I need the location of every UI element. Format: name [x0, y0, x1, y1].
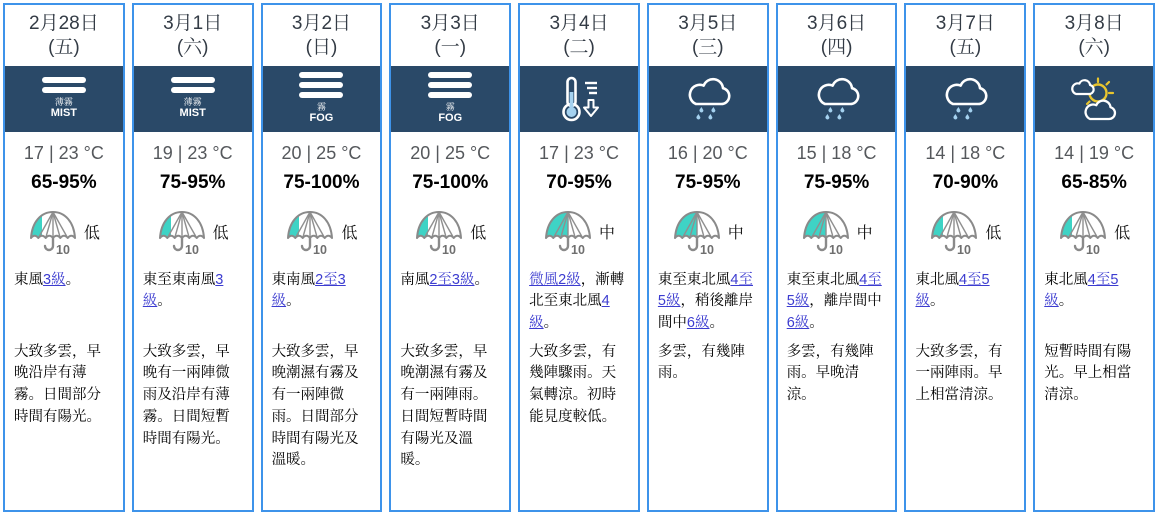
- date-label: 3月5日: [678, 13, 738, 34]
- weekday-label: (一): [434, 37, 467, 59]
- wind-speed-link[interactable]: 4至5級: [1044, 271, 1119, 310]
- psr-level-label: 低: [212, 225, 229, 243]
- weekday-label: (六): [176, 37, 209, 59]
- wind-text-segment: 。: [65, 271, 81, 288]
- icon-label-en: FOG: [309, 112, 334, 125]
- wind-text-segment: 東北風: [1044, 271, 1088, 288]
- humidity-range: 70-90%: [932, 171, 999, 193]
- humidity-range: 75-100%: [412, 171, 489, 193]
- wind-text-segment: ，離岸間中: [809, 293, 882, 310]
- icon-label-zh: 霧: [445, 101, 455, 112]
- temperature-range: 17 | 23 °C: [539, 142, 619, 163]
- date-label: 3月1日: [163, 13, 223, 34]
- temperature-range: 17 | 23 °C: [23, 142, 104, 163]
- date-header: [391, 5, 509, 66]
- wind-text-segment: 東至東北風: [657, 271, 731, 288]
- forecast-description: 大致多雲，早晚沿岸有薄霧。日間部分時間有陽光。: [14, 343, 101, 425]
- wind-text-segment: 。: [929, 293, 945, 310]
- date-header: [520, 5, 638, 66]
- wind-text-segment: 。: [157, 293, 172, 310]
- svg-text:10: 10: [571, 242, 585, 256]
- temperature-range: 19 | 23 °C: [152, 142, 233, 163]
- svg-text:10: 10: [957, 242, 972, 256]
- weather-icon-band: [263, 66, 381, 132]
- wind-text: [391, 262, 509, 342]
- wind-text-segment: 。: [543, 315, 559, 332]
- icon-label-en: MIST: [50, 107, 78, 120]
- weather-icon-band: [778, 66, 896, 132]
- psr-row: [134, 206, 252, 258]
- psr-row: [263, 206, 381, 258]
- wind-speed-link[interactable]: 3級: [43, 271, 66, 288]
- wind-text-segment: 東風: [14, 271, 43, 288]
- wind-text-segment: 。: [709, 315, 724, 332]
- umbrella-psr-icon: [543, 208, 593, 256]
- icon-label-en: MIST: [179, 107, 206, 120]
- umbrella-psr-icon: [28, 208, 78, 256]
- psr-level-label: 低: [1114, 225, 1131, 243]
- wind-text-segment: 。: [809, 315, 824, 332]
- wind-speed-link[interactable]: 2至3級: [271, 271, 346, 310]
- forecast-description: 大致多雲，有一兩陣雨。早上相當清涼。: [915, 343, 1003, 404]
- icon-label-zh: 薄霧: [54, 96, 73, 107]
- date-label: 2月28日: [29, 13, 99, 34]
- rain-cloud-icon: [939, 75, 991, 123]
- date-label: 3月2日: [291, 13, 352, 34]
- wind-speed-link[interactable]: 4至5級: [657, 271, 753, 310]
- forecast-card: [647, 3, 769, 512]
- rain-cloud-icon: [682, 75, 734, 123]
- psr-level-label: 低: [985, 225, 1002, 243]
- weather-icon-band: [134, 66, 252, 132]
- psr-row: [649, 206, 767, 258]
- date-label: 3月3日: [420, 13, 480, 34]
- mist-icon: [171, 77, 215, 121]
- humidity-range: 70-95%: [546, 171, 612, 193]
- date-header: [778, 5, 896, 66]
- temperature-drop-icon: [554, 74, 604, 124]
- wind-text-segment: 東至東南風: [142, 271, 216, 288]
- wind-text-segment: 東至東北風: [786, 271, 860, 288]
- forecast-description: 大致多雲，有幾陣驟雨。天氣轉涼。初時能見度較低。: [529, 343, 617, 425]
- svg-text:10: 10: [699, 242, 714, 256]
- icon-label-en: FOG: [438, 112, 463, 125]
- forecast-card: [132, 3, 254, 512]
- temperature-range: 20 | 25 °C: [281, 142, 362, 163]
- forecast-card: [1033, 3, 1155, 512]
- wind-text: [134, 262, 252, 342]
- date-header: [1035, 5, 1153, 66]
- umbrella-psr-icon: [285, 208, 335, 256]
- temperature-range: 14 | 18 °C: [925, 142, 1006, 163]
- wind-text: [263, 262, 381, 342]
- svg-text:10: 10: [313, 242, 328, 256]
- forecast-card: [389, 3, 511, 512]
- umbrella-psr-icon: [929, 208, 979, 256]
- temperature-range: 20 | 25 °C: [410, 142, 491, 163]
- umbrella-psr-icon: [157, 208, 207, 256]
- wind-text-segment: 。: [286, 293, 301, 310]
- svg-text:10: 10: [55, 242, 70, 256]
- wind-text-segment: ，漸轉北至東北風: [529, 271, 625, 310]
- weekday-label: (五): [949, 37, 982, 59]
- date-header: [263, 5, 381, 66]
- date-header: [649, 5, 767, 66]
- fog-icon: [299, 72, 343, 126]
- weather-icon-band: [1035, 66, 1153, 132]
- wind-speed-link[interactable]: 4級: [529, 293, 610, 332]
- svg-text:10: 10: [828, 242, 843, 256]
- wind-text-segment: 。: [1058, 293, 1074, 310]
- wind-speed-link[interactable]: 2至3級: [429, 271, 475, 288]
- forecast-card: [776, 3, 898, 512]
- mist-icon: [42, 77, 86, 121]
- psr-row: [391, 206, 509, 258]
- svg-text:10: 10: [1086, 242, 1101, 256]
- date-header: [5, 5, 123, 66]
- rain-cloud-icon: [811, 75, 863, 123]
- psr-level-label: 中: [599, 225, 616, 243]
- forecast-card: [518, 3, 640, 512]
- umbrella-psr-icon: [1058, 208, 1108, 256]
- psr-row: [778, 206, 896, 258]
- humidity-range: 75-95%: [159, 171, 226, 193]
- date-label: 3月8日: [1064, 13, 1124, 34]
- psr-level-label: 低: [83, 225, 100, 243]
- umbrella-psr-icon: [672, 208, 722, 256]
- wind-speed-link[interactable]: 4至5級: [786, 271, 882, 310]
- wind-text: [1035, 262, 1153, 342]
- weekday-label: (二): [563, 37, 595, 59]
- wind-text: [906, 262, 1024, 342]
- date-label: 3月6日: [807, 13, 867, 34]
- psr-row: [1035, 206, 1153, 258]
- psr-level-label: 中: [727, 225, 744, 243]
- weekday-label: (三): [691, 37, 724, 59]
- psr-row: [520, 206, 638, 258]
- wind-speed-link[interactable]: 6級: [786, 315, 810, 332]
- wind-speed-link[interactable]: 6級: [686, 315, 710, 332]
- wind-text-segment: ，稍後離岸間中: [657, 293, 753, 332]
- forecast-description: 大致多雲，早晚潮濕有霧及有一兩陣微雨。日間部分時間有陽光及溫暖。: [271, 343, 359, 469]
- psr-level-label: 低: [470, 225, 487, 243]
- wind-text: [649, 262, 767, 342]
- wind-text-segment: 東南風: [271, 271, 316, 288]
- forecast-description: 短暫時間有陽光。早上相當清涼。: [1044, 343, 1132, 404]
- wind-speed-link[interactable]: 微風2級: [529, 271, 581, 288]
- humidity-range: 75-95%: [675, 171, 741, 193]
- forecast-card: [904, 3, 1026, 512]
- wind-text-segment: 東北風: [915, 271, 959, 288]
- date-label: 3月4日: [549, 13, 609, 34]
- weather-icon-band: [906, 66, 1024, 132]
- wind-speed-link[interactable]: 4至5級: [915, 271, 990, 310]
- temperature-range: 16 | 20 °C: [667, 142, 748, 163]
- svg-text:10: 10: [442, 242, 457, 256]
- temperature-range: 15 | 18 °C: [796, 142, 877, 163]
- wind-text-segment: 南風: [400, 271, 430, 288]
- weather-icon-band: [520, 66, 638, 132]
- date-header: [906, 5, 1024, 66]
- wind-text: [520, 262, 638, 342]
- forecast-description: 大致多雲，早晚有一兩陣微雨及沿岸有薄霧。日間短暫時間有陽光。: [142, 343, 230, 447]
- icon-label-zh: 薄霧: [183, 96, 202, 107]
- wind-text: [5, 262, 123, 342]
- date-label: 3月7日: [935, 13, 995, 34]
- forecast-card: [261, 3, 383, 512]
- wind-speed-link[interactable]: 3級: [142, 271, 224, 310]
- forecast-description: 多雲，有幾陣雨。: [657, 343, 745, 382]
- umbrella-psr-icon: [414, 208, 464, 256]
- forecast-description: 大致多雲，早晚潮濕有霧及有一兩陣雨。日間短暫時間有陽光及溫暖。: [400, 343, 488, 469]
- temperature-range: 14 | 19 °C: [1054, 142, 1135, 163]
- humidity-range: 65-85%: [1061, 171, 1127, 193]
- fog-icon: [428, 72, 472, 126]
- weekday-label: (六): [1078, 37, 1110, 59]
- psr-level-label: 低: [341, 225, 358, 243]
- humidity-range: 75-100%: [283, 171, 360, 193]
- wind-text-segment: 。: [474, 271, 489, 288]
- forecast-description: 多雲，有幾陣雨。早晚清涼。: [786, 343, 874, 404]
- humidity-range: 75-95%: [803, 171, 870, 193]
- date-header: [134, 5, 252, 66]
- weather-icon-band: [649, 66, 767, 132]
- weekday-label: (日): [305, 37, 338, 59]
- svg-text:10: 10: [184, 242, 199, 256]
- weekday-label: (四): [820, 37, 853, 59]
- weather-icon-band: [5, 66, 123, 132]
- weather-icon-band: [391, 66, 509, 132]
- sun-behind-clouds-icon: [1068, 76, 1120, 122]
- psr-row: [906, 206, 1024, 258]
- psr-row: [5, 206, 123, 258]
- wind-text: [778, 262, 896, 342]
- humidity-range: 65-95%: [31, 171, 97, 193]
- umbrella-psr-icon: [801, 208, 851, 256]
- weekday-label: (五): [48, 37, 80, 59]
- forecast-card: [3, 3, 125, 512]
- psr-level-label: 中: [856, 225, 873, 243]
- icon-label-zh: 霧: [316, 101, 326, 112]
